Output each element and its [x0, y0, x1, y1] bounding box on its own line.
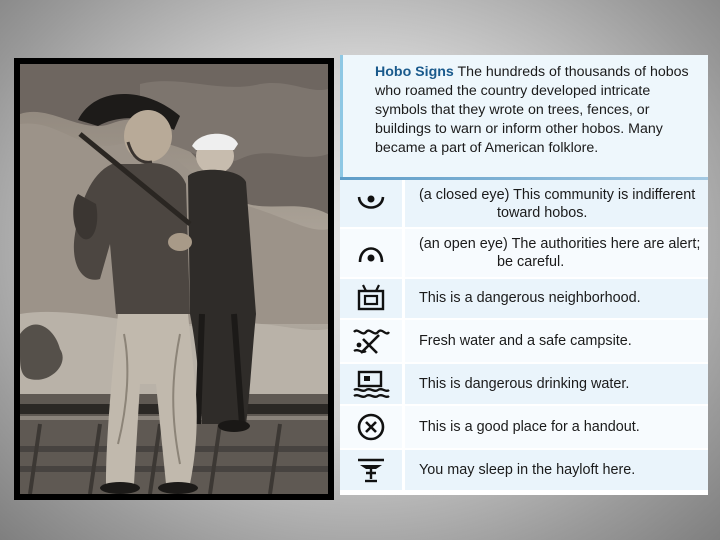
sign-note: (an open eye)	[419, 235, 508, 252]
intro-paragraph	[340, 55, 708, 177]
sign-note: (a closed eye)	[419, 186, 510, 203]
table-row	[340, 363, 708, 405]
table-row	[340, 228, 708, 277]
table-row	[340, 180, 708, 228]
dangerous-water-symbol-icon	[351, 369, 391, 399]
fresh-water-campsite-symbol-icon	[351, 325, 391, 357]
closed-eye-symbol-icon	[354, 189, 388, 219]
hayloft-symbol-icon	[354, 455, 388, 485]
historical-photo-frame	[14, 58, 334, 500]
table-row	[340, 449, 708, 491]
hobos-photograph	[20, 64, 328, 494]
sign-description: This is a dangerous neighborhood.	[419, 290, 641, 307]
hobo-signs-table	[340, 180, 708, 492]
sign-description: You may sleep in the hayloft here.	[419, 462, 636, 479]
hobo-signs-title: Hobo Signs	[375, 64, 454, 80]
table-row	[340, 319, 708, 363]
table-row	[340, 278, 708, 320]
dangerous-neighborhood-symbol-icon	[354, 283, 388, 313]
sign-description-cont: toward hobos.	[497, 204, 588, 221]
sign-description: Fresh water and a safe campsite.	[419, 333, 632, 350]
open-eye-symbol-icon	[354, 238, 388, 268]
sign-description: This is dangerous drinking water.	[419, 376, 630, 393]
intro-body: The hundreds of thousands of hobos who roamed the country developed intricate symbols that they wrote on trees, fences, or buildings to warn or inform other hobos. Many became a part of American folklore.	[375, 64, 689, 156]
sign-description-cont: be careful.	[497, 253, 565, 270]
sign-description: This is a good place for a handout.	[419, 419, 640, 436]
hobo-signs-card	[340, 55, 708, 495]
good-handout-symbol-icon	[354, 411, 388, 443]
sign-description: The authorities here are alert;	[511, 235, 701, 252]
sign-description: This community is indifferent	[513, 186, 696, 203]
table-row	[340, 405, 708, 449]
hobos-photo-illustration	[20, 64, 328, 494]
